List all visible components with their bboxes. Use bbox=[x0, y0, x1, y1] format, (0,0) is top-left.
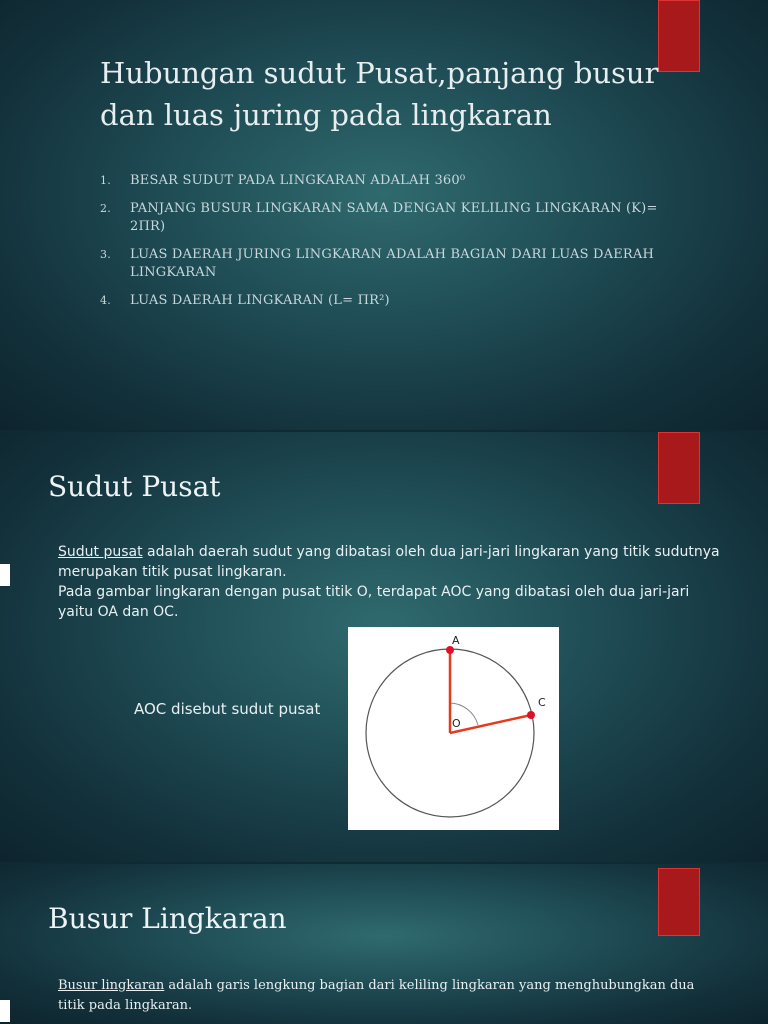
properties-list bbox=[100, 172, 680, 320]
label-a: A bbox=[452, 634, 460, 647]
circle-diagram bbox=[348, 627, 559, 830]
red-accent-tab bbox=[658, 0, 700, 72]
red-accent-tab bbox=[658, 868, 700, 936]
slide-1-title: Hubungan sudut Pusat,panjang busur dan luas juring pada lingkaran bbox=[100, 56, 659, 132]
slide-3-title: Busur Lingkaran bbox=[48, 902, 287, 935]
point-a bbox=[446, 646, 454, 654]
term-busur-lingkaran: Busur lingkaran bbox=[58, 978, 165, 993]
slide-2-title: Sudut Pusat bbox=[48, 470, 221, 503]
slide-3 bbox=[0, 864, 768, 1024]
term-sudut-pusat: Sudut pusat bbox=[58, 544, 143, 560]
list-item: 4. LUAS DAERAH LINGKARAN (L= ΠR²) bbox=[100, 293, 390, 308]
list-item: 1. BESAR SUDUT PADA LINGKARAN ADALAH 360⁰ bbox=[100, 173, 466, 188]
slide-edge-marker bbox=[0, 1000, 10, 1022]
slide-1 bbox=[0, 0, 768, 430]
central-angle-figure bbox=[348, 627, 559, 830]
label-c: C bbox=[538, 696, 546, 709]
slide-2 bbox=[0, 432, 768, 862]
figure-caption: AOC disebut sudut pusat bbox=[134, 700, 321, 718]
red-accent-tab bbox=[658, 432, 700, 504]
point-c bbox=[527, 711, 535, 719]
busur-definition: Busur lingkaran adalah garis lengkung bagian dari keliling lingkaran yang menghubungkan dua titik pada lingkaran. bbox=[58, 978, 695, 1013]
list-item: 3. LUAS DAERAH JURING LINGKARAN ADALAH BAGIAN DARI LUAS DAERAH LINGKARAN bbox=[100, 247, 655, 280]
slide-edge-marker bbox=[0, 564, 10, 586]
sudut-pusat-definition: Sudut pusat adalah daerah sudut yang dibatasi oleh dua jari-jari lingkaran yang titik sudutnya merupakan titik pusat lingkaran. Pada gambar lingkaran dengan pusat titik O, terdapat AOC yang dibatasi oleh dua jari-jari yaitu OA dan OC. bbox=[58, 544, 720, 620]
list-item: 2. PANJANG BUSUR LINGKARAN SAMA DENGAN KELILING LINGKARAN (K)= 2ΠR) bbox=[100, 201, 658, 234]
label-o: O bbox=[452, 717, 461, 730]
